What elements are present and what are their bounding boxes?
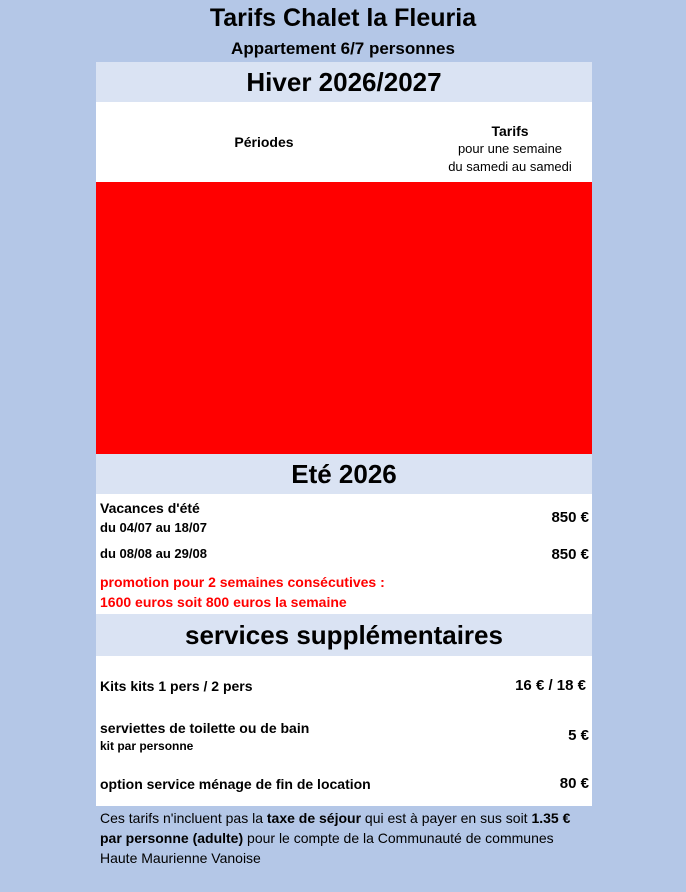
- note-text-1: Ces tarifs n'incluent pas la: [100, 810, 267, 826]
- service-price-cleaning: 80 €: [559, 775, 589, 792]
- page-title: Tarifs Chalet la Fleuria: [209, 4, 477, 32]
- summer-period-1: du 04/07 au 18/07: [100, 520, 207, 535]
- service-label-kits: Kits kits 1 pers / 2 pers: [100, 678, 253, 694]
- note-text-2: qui est à payer en sus soit: [361, 810, 532, 826]
- note-tax-label: taxe de séjour: [266, 810, 362, 826]
- summer-heading: Eté 2026: [96, 454, 592, 494]
- summer-holiday-label: Vacances d'été: [100, 500, 200, 516]
- tarifs-header-title: Tarifs: [491, 123, 529, 139]
- summer-price-2: 850 €: [551, 546, 589, 563]
- note-tax-amount: 1.35 € par personne (adulte): [100, 810, 571, 846]
- summer-period-2: du 08/08 au 29/08: [100, 546, 207, 561]
- tarifs-column-header: [432, 122, 588, 176]
- service-price-kits: 16 € / 18 €: [515, 677, 586, 694]
- promo-line-2: 1600 euros soit 800 euros la semaine: [100, 594, 347, 610]
- service-price-towels: 5 €: [568, 727, 589, 744]
- service-label-towels: serviettes de toilette ou de bain: [100, 720, 310, 736]
- winter-rates-block: [96, 182, 592, 454]
- services-heading: services supplémentaires: [96, 614, 592, 656]
- promo-line-1: promotion pour 2 semaines consécutives :: [100, 574, 385, 590]
- tarifs-header-line3: du samedi au samedi: [448, 159, 572, 174]
- tourist-tax-note: [100, 808, 586, 868]
- periods-column-header: Périodes: [234, 134, 294, 150]
- service-sublabel-towels: kit par personne: [100, 739, 194, 753]
- service-label-cleaning: option service ménage de fin de location: [100, 776, 371, 792]
- page-subtitle: Appartement 6/7 personnes: [231, 39, 455, 58]
- winter-heading: Hiver 2026/2027: [96, 62, 592, 102]
- tarifs-header-line2: pour une semaine: [457, 141, 563, 156]
- note-text-3: pour le compte de la Communauté de communes Haute Maurienne Vanoise: [100, 830, 554, 866]
- summer-price-1: 850 €: [551, 509, 589, 526]
